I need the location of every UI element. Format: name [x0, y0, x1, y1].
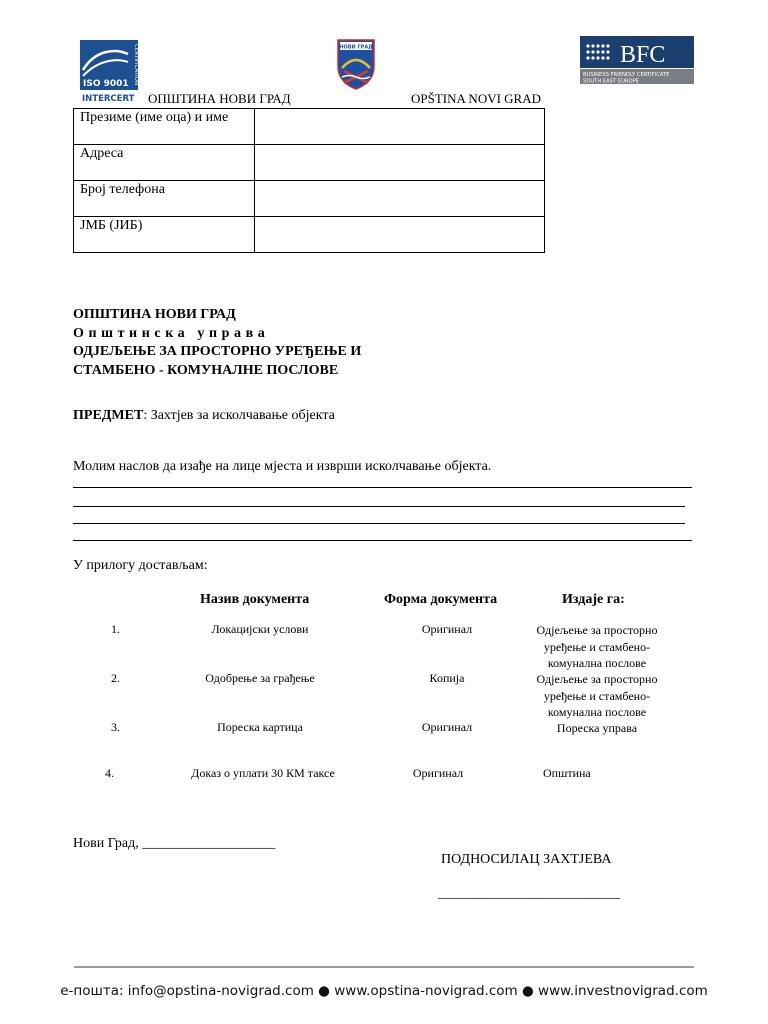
svg-text:INTERCERT: INTERCERT	[82, 94, 135, 102]
document-issuer: Општина	[543, 766, 591, 780]
address-label: Адреса	[74, 145, 255, 181]
document-issuer: Одјељење за просторно уређење и стамбено-комунална послове	[536, 672, 658, 719]
blank-line[interactable]	[73, 506, 685, 507]
address-field[interactable]	[255, 145, 545, 181]
applicant-info-table	[73, 108, 545, 253]
document-issuer: Пореска управа	[556, 721, 638, 735]
document-form: Оригинал	[421, 720, 473, 734]
attachments-intro: У прилогу достављам:	[73, 558, 208, 573]
row-number: 3.	[111, 720, 120, 734]
row-number: 1.	[111, 622, 120, 636]
blank-line[interactable]	[73, 487, 692, 488]
blank-line[interactable]	[73, 523, 685, 524]
column-header-issuer: Издаје га:	[562, 592, 625, 607]
addressee-block	[73, 306, 361, 380]
document-name: Одобрење за грађење	[205, 671, 315, 685]
svg-text:BFC: BFC	[620, 42, 666, 68]
document-form: Оригинал	[412, 766, 464, 780]
bfc-certificate-logo	[580, 36, 694, 84]
municipality-name-cyrillic: ОПШТИНА НОВИ ГРАД	[148, 91, 291, 106]
novi-grad-crest-logo	[336, 38, 376, 90]
table-row	[74, 145, 545, 181]
footer-contacts: е-пошта: info@opstina-novigrad.com ● www.opstina-novigrad.com ● www.investnovigrad.com	[60, 983, 708, 999]
svg-text:SOUTH EAST EUROPE: SOUTH EAST EUROPE	[583, 78, 639, 84]
signer-title: ПОДНОСИЛАЦ ЗАХТЈЕВА	[441, 852, 612, 867]
addressee-administration: Општинска управа	[73, 325, 270, 341]
table-row	[74, 109, 545, 145]
subject-line	[73, 408, 335, 424]
table-row	[74, 181, 545, 217]
jmb-field[interactable]	[255, 217, 545, 253]
svg-text:BUSINESS FRIENDLY CERTIFICATE: BUSINESS FRIENDLY CERTIFICATE	[583, 72, 670, 78]
row-number: 4.	[105, 766, 114, 780]
signer-block	[438, 852, 620, 902]
request-text: Молим наслов да изађе на лице мјеста и изврши исколчавање објекта.	[73, 459, 492, 474]
applicant-name-field[interactable]	[255, 109, 545, 145]
addressee-department-line2: СТАМБЕНО - КОМУНАЛНЕ ПОСЛОВЕ	[73, 362, 339, 378]
document-name: Пореска картица	[217, 720, 303, 734]
svg-text:CERTIFICATION: CERTIFICATION	[133, 44, 139, 86]
row-number: 2.	[111, 671, 120, 685]
column-header-form: Форма документа	[384, 592, 498, 607]
signature-line[interactable]: __________________________	[438, 886, 620, 901]
jmb-label: ЈМБ (ЈИБ)	[74, 217, 255, 253]
document-name: Доказ о уплати 30 КМ таксе	[191, 766, 335, 780]
document-issuer: Одјељење за просторно уређење и стамбено-комунална послове	[536, 623, 658, 670]
iso-certification-logo	[80, 40, 140, 102]
municipality-name-latin: OPŠTINA NOVI GRAD	[411, 91, 542, 106]
applicant-name-label: Презиме (име оца) и име	[74, 109, 255, 145]
document-name: Локацијски услови	[211, 622, 309, 636]
blank-line[interactable]	[73, 540, 692, 541]
document-form: Копија	[429, 671, 465, 685]
footer-divider	[74, 966, 694, 968]
addressee-department-line1: ОДЈЕЉЕЊЕ ЗА ПРОСТОРНО УРЕЂЕЊЕ И	[73, 344, 362, 359]
document-form: Оригинал	[421, 622, 473, 636]
phone-label: Број телефона	[74, 181, 255, 217]
subject-label: ПРЕДМЕТ	[73, 408, 144, 423]
subject-text: : Захтјев за исколчавање објекта	[143, 408, 335, 423]
phone-field[interactable]	[255, 181, 545, 217]
table-row	[74, 217, 545, 253]
svg-text:НОВИ ГРАД: НОВИ ГРАД	[339, 44, 373, 51]
place-date-line[interactable]: Нови Град, ___________________	[73, 836, 276, 851]
column-header-name: Назив документа	[200, 592, 310, 607]
addressee-municipality: ОПШТИНА НОВИ ГРАД	[73, 307, 236, 322]
svg-text:ISO 9001: ISO 9001	[83, 79, 129, 89]
